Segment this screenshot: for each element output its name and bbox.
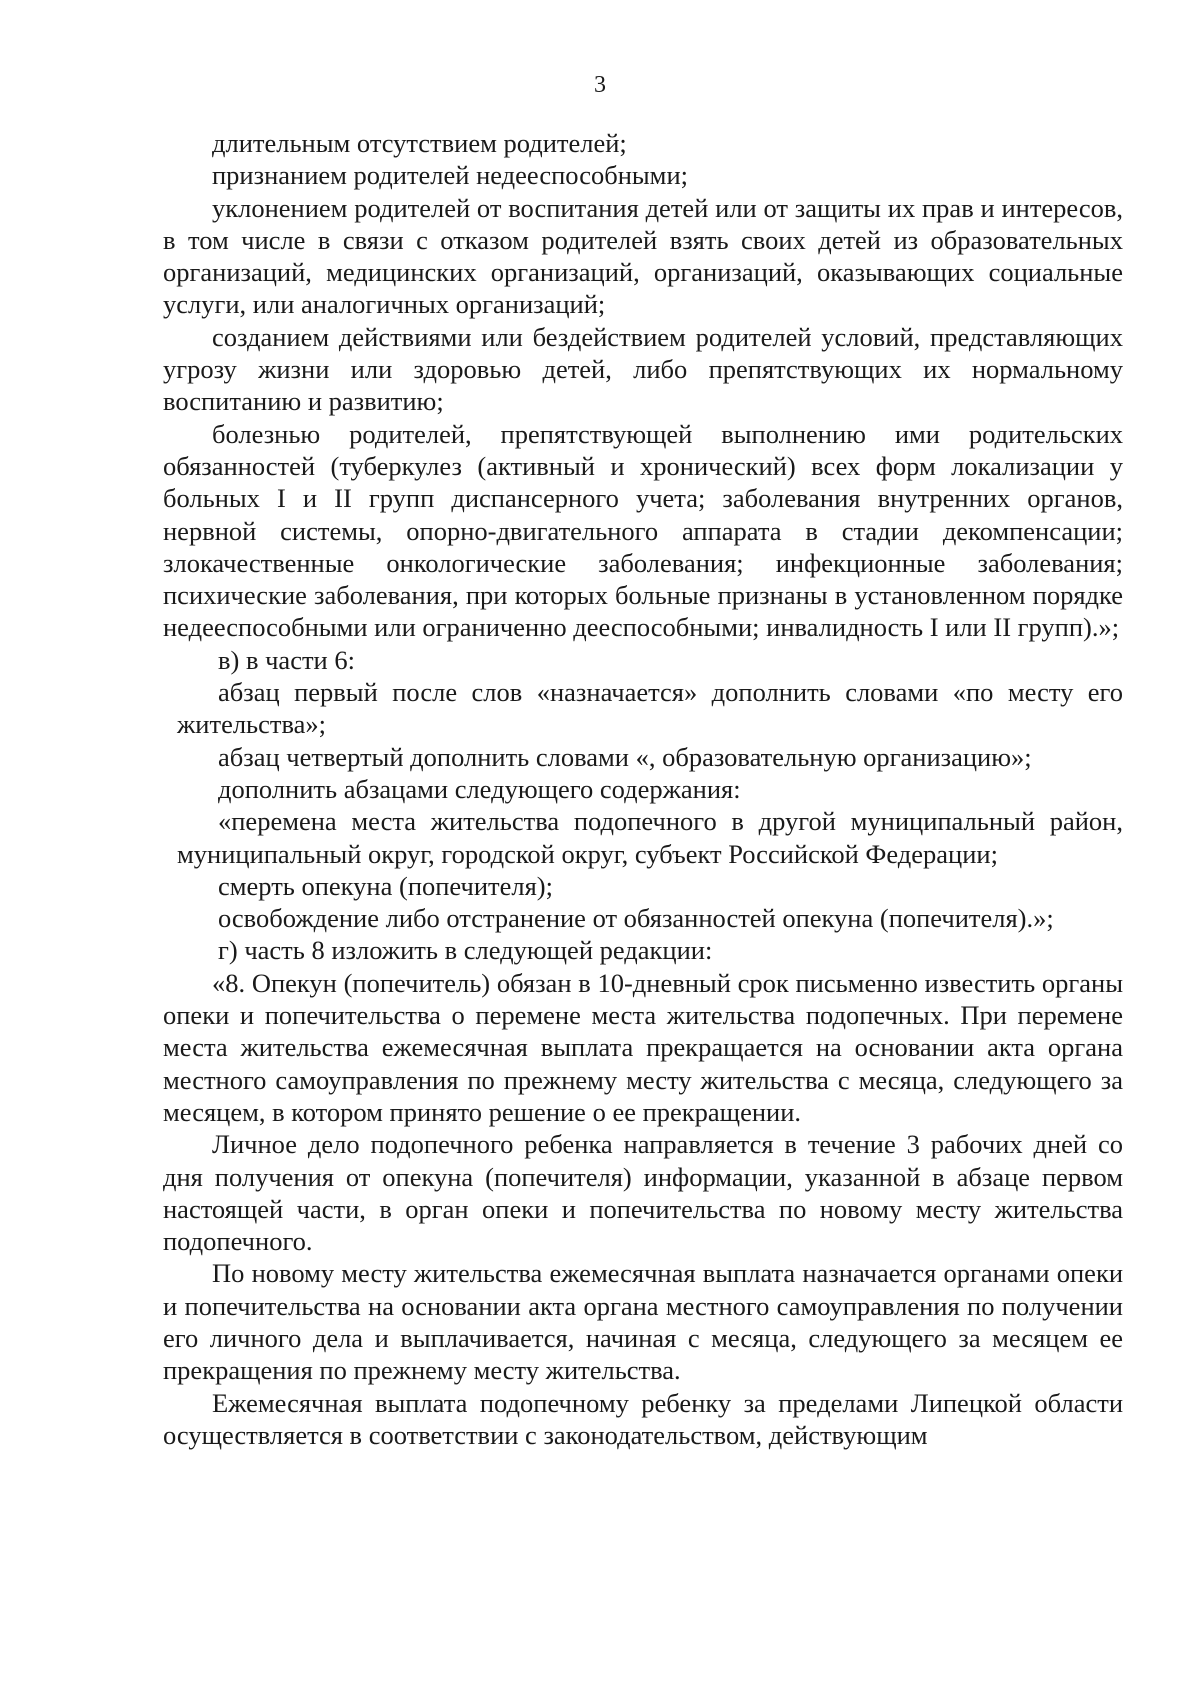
paragraph-amend-first-abzac: абзац первый после слов «назначается» дополнить словами «по месту его жительства»; — [177, 677, 1123, 740]
paragraph-parents-incapacitated: признанием родителей недееспособными; — [212, 160, 688, 191]
paragraph-threat-conditions: созданием действиями или бездействием родителей условий, представляющих угрозу жизни или здоровью детей, либо препятствующих их нормальному воспитанию и развитию; — [163, 321, 1123, 417]
paragraph-add-abzacs: дополнить абзацами следующего содержания: — [218, 773, 741, 804]
paragraph-outside-region-payment: Ежемесячная выплата подопечному ребенку за пределами Липецкой области осуществляется в соответствии с законодательством, действующим — [163, 1387, 1123, 1450]
paragraph-part-8-text: «8. Опекун (попечитель) обязан в 10-дневный срок письменно известить органы опеки и попечительства о перемене места жительства подопечных. При перемене места жительства ежемесячная выплата прекращается на основании акта органа местного самоуправления по прежнему месту жительства с месяца, следующего за месяцем, в котором принято решение о ее прекращении. — [163, 967, 1123, 1127]
paragraph-change-of-residence: «перемена места жительства подопечного в другой муниципальный район, муниципальный округ, городской округ, субъект Российской Федерации; — [177, 806, 1123, 869]
paragraph-evasion-of-upbringing: уклонением родителей от воспитания детей или от защиты их прав и интересов, в том числе в связи с отказом родителей взять своих детей из образовательных организаций, медицинских организаций, организаций, оказывающих социальные услуги, или аналогичных организаций; — [163, 192, 1123, 320]
paragraph-personal-file: Личное дело подопечного ребенка направляется в течение 3 рабочих дней со дня получения от опекуна (попечителя) информации, указанной в абзаце первом настоящей части, в орган опеки и попечительства по новому месту жительства подопечного. — [163, 1129, 1123, 1257]
page-number: 3 — [594, 72, 606, 98]
paragraph-part-6-heading: в) в части 6: — [218, 644, 355, 675]
paragraph-guardian-death: смерть опекуна (попечителя); — [218, 870, 553, 901]
paragraph-absence-of-parents: длительным отсутствием родителей; — [212, 128, 627, 158]
paragraph-amend-fourth-abzac: абзац четвертый дополнить словами «, образовательную организацию»; — [218, 741, 1032, 772]
document-body — [163, 127, 1123, 1451]
paragraph-new-residence-payment: По новому месту жительства ежемесячная выплата назначается органами опеки и попечительства на основании акта органа местного самоуправления по получении его личного дела и выплачивается, начиная с месяца, следующего за месяцем ее прекращения по прежнему месту жительства. — [163, 1258, 1123, 1386]
paragraph-parental-illness: болезнью родителей, препятствующей выполнению ими родительских обязанностей (туберкулез (активный и хронический) всех форм локализации у больных I и II групп диспансерного учета; заболевания внутренних органов, нервной системы, опорно-двигательного аппарата в стадии декомпенсации; злокачественные онкологические заболевания; инфекционные заболевания; психические заболевания, при которых больные признаны в установленном порядке недееспособными или ограниченно дееспособными; инвалидность I или II групп).»; — [163, 418, 1123, 643]
paragraph-guardian-removal: освобождение либо отстранение от обязанностей опекуна (попечителя).»; — [218, 903, 1054, 934]
paragraph-part-8-heading: г) часть 8 изложить в следующей редакции: — [218, 935, 713, 966]
